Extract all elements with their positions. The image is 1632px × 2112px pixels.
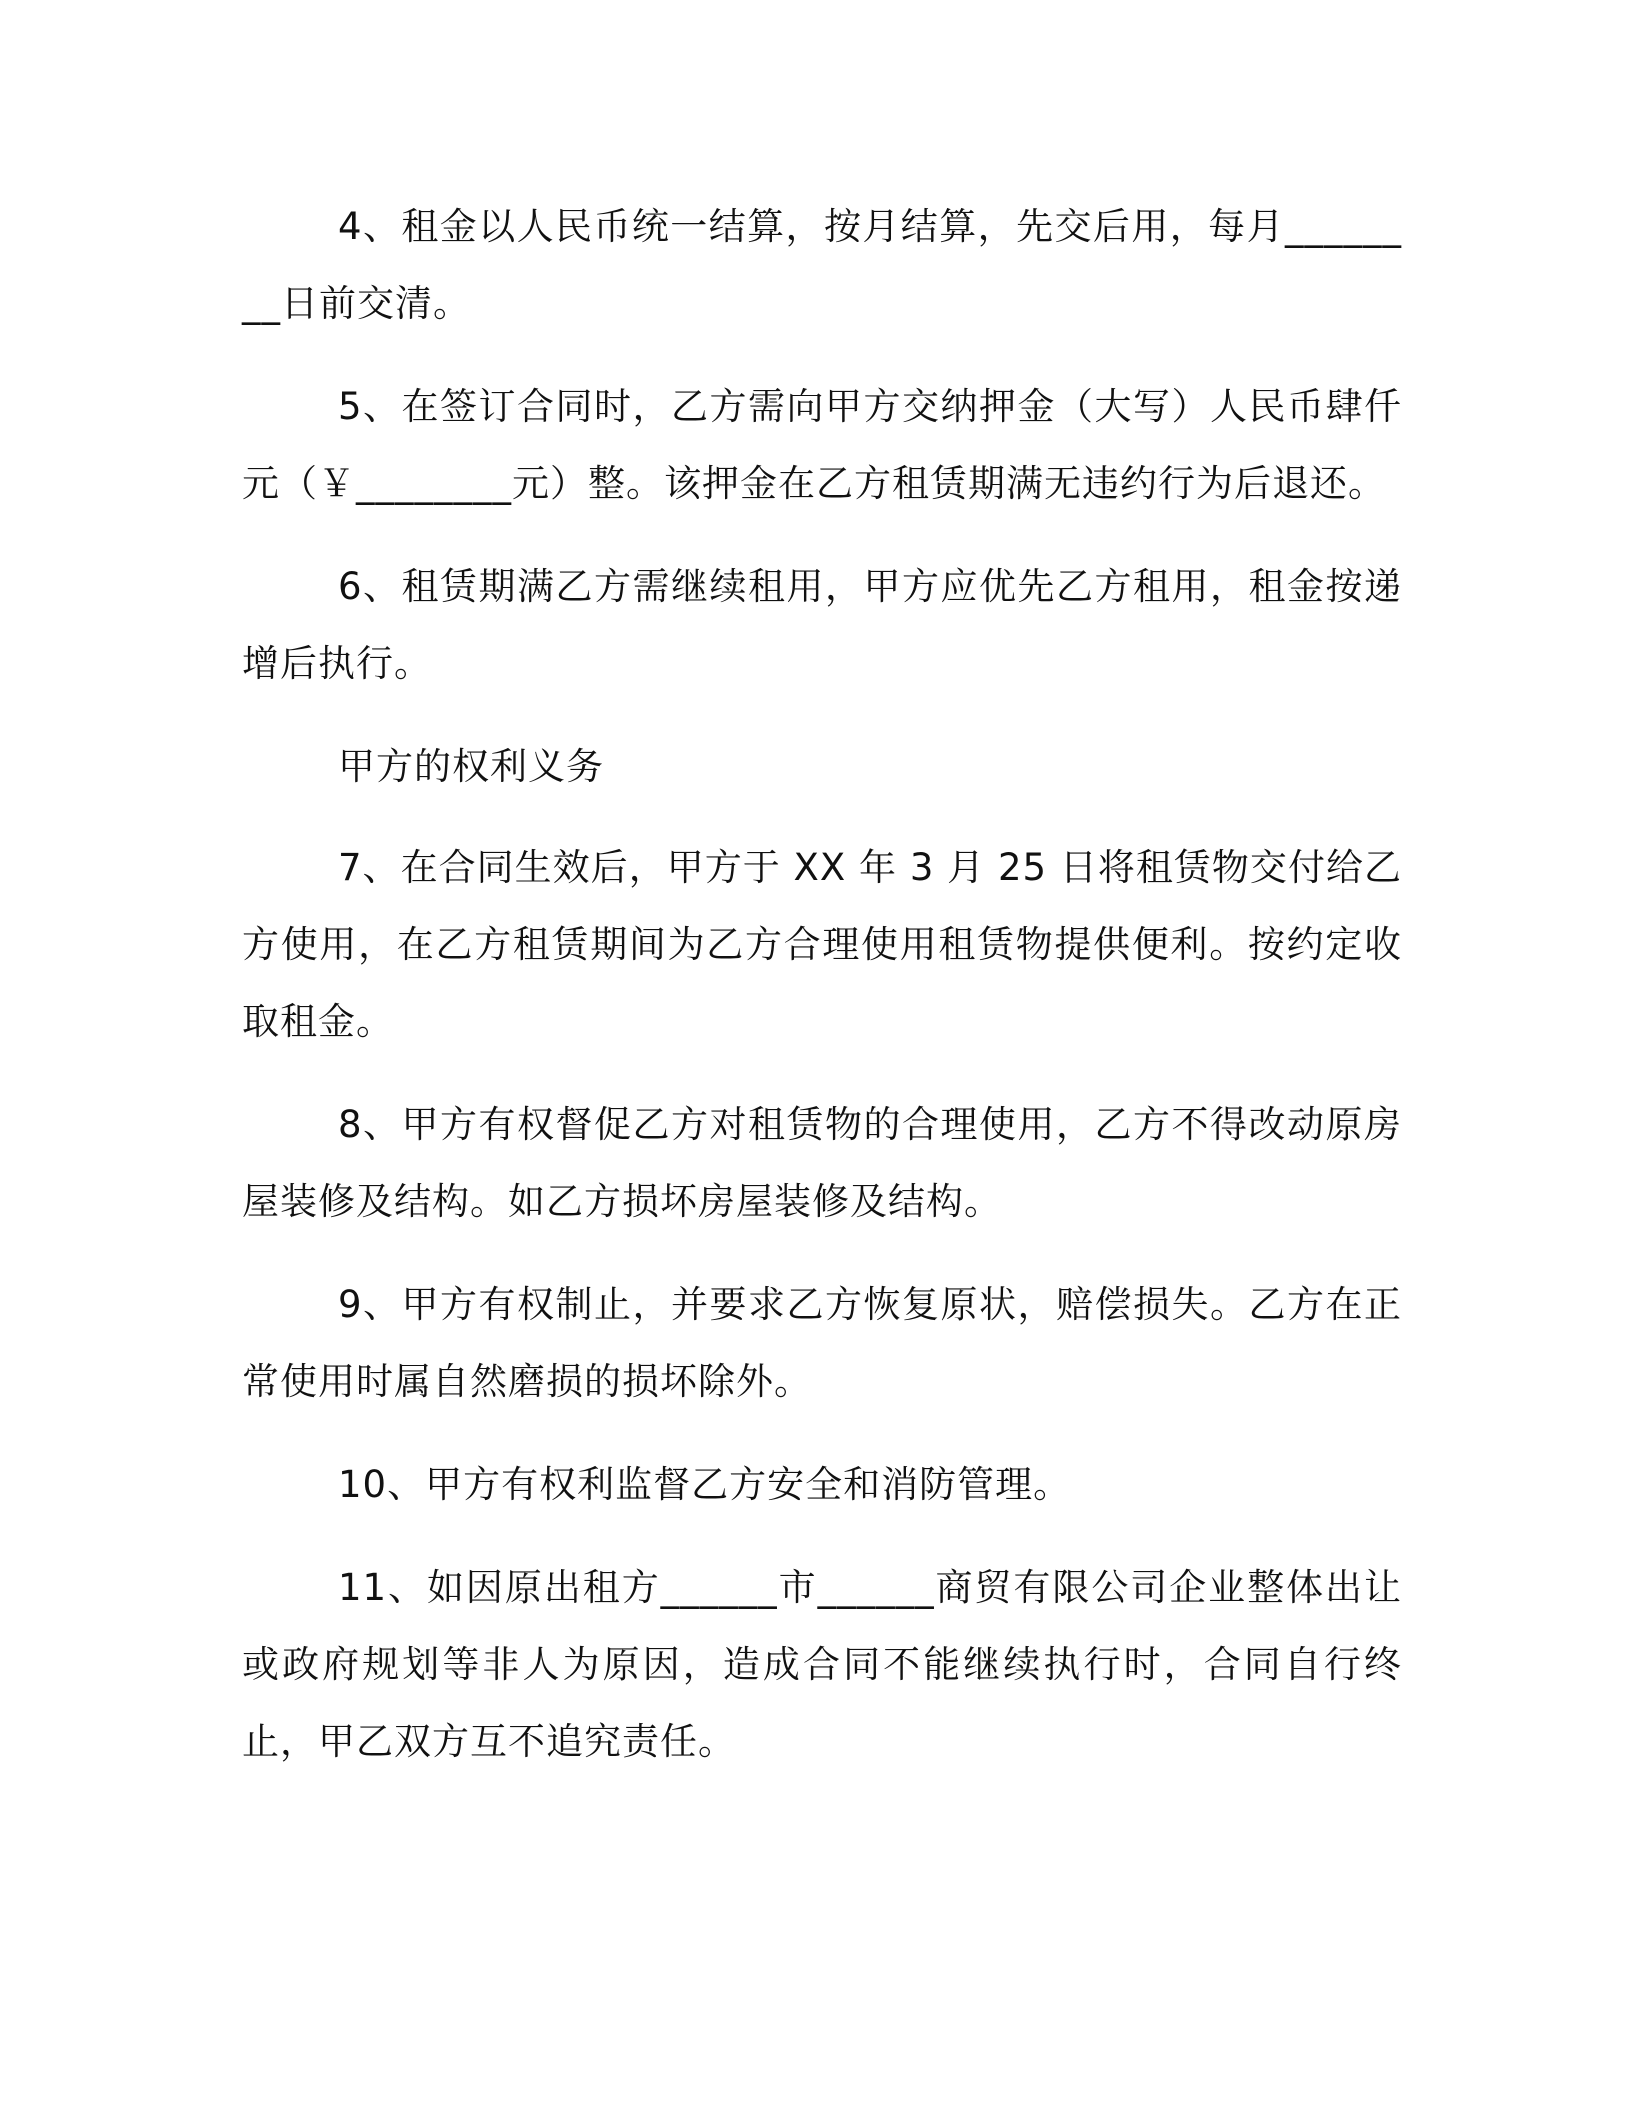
clause-11-termination: 11、如因原出租方______市______商贸有限公司企业整体出让或政府规划等非人为原因，造成合同不能继续执行时，合同自行终止，甲乙双方互不追究责任。 xyxy=(242,1566,1402,1763)
clause-10-safety: 10、甲方有权利监督乙方安全和消防管理。 xyxy=(338,1463,1072,1506)
section-heading-party-a-rights: 甲方的权利义务 xyxy=(338,745,604,788)
clause-8-supervision: 8、甲方有权督促乙方对租赁物的合理使用，乙方不得改动原房屋装修及结构。如乙方损坏房屋装修及结构。 xyxy=(242,1103,1402,1223)
clause-9-restoration: 9、甲方有权制止，并要求乙方恢复原状，赔偿损失。乙方在正常使用时属自然磨损的损坏除外。 xyxy=(242,1283,1402,1403)
clause-5-deposit: 5、在签订合同时，乙方需向甲方交纳押金（大写）人民币肆仟元（￥________元）整。该押金在乙方租赁期满无违约行为后退还。 xyxy=(242,385,1402,505)
clause-4-rent-payment: 4、租金以人民币统一结算，按月结算，先交后用，每月________日前交清。 xyxy=(242,205,1402,325)
clause-6-renewal: 6、租赁期满乙方需继续租用，甲方应优先乙方租用，租金按递增后执行。 xyxy=(242,565,1402,685)
clause-7-delivery: 7、在合同生效后，甲方于 XX 年 3 月 25 日将租赁物交付给乙方使用，在乙方租赁期间为乙方合理使用租赁物提供便利。按约定收取租金。 xyxy=(242,846,1402,1043)
document-body xyxy=(242,188,1402,1806)
